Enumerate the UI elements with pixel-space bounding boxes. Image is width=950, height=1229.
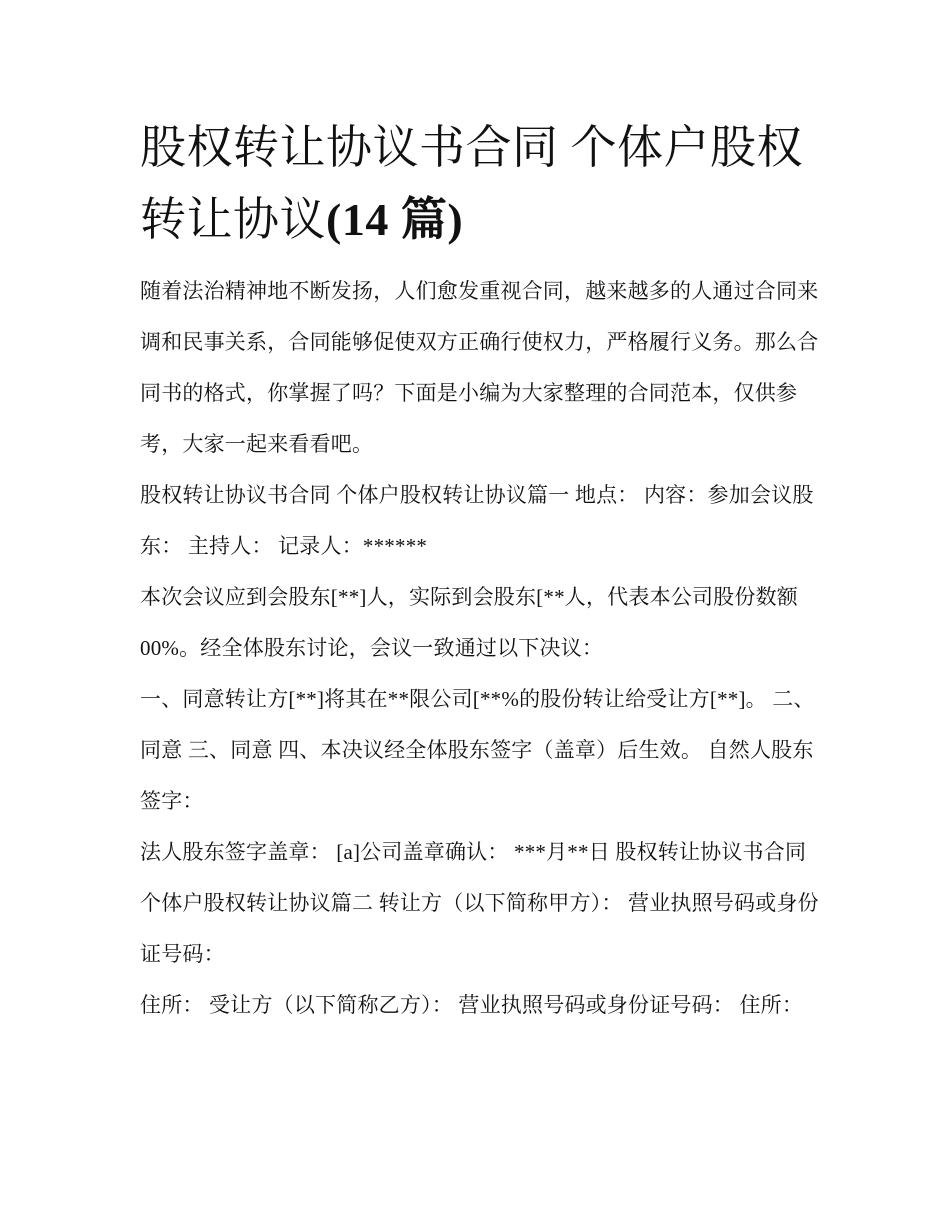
attendance-paragraph: 本次会议应到会股东[**]人，实际到会股东[**人，代表本公司股份数额 00%。经全体股东讨论，会议一致通过以下决议： [140, 585, 798, 660]
intro-paragraph: 随着法治精神地不断发扬，人们愈发重视合同，越来越多的人通过合同来调和民事关系，合同能够促使双方正确行使权力，严格履行义务。那么合同书的格式，你掌握了吗？下面是小编为大家整理的合同范本，仅供参考，大家一起来看看吧。 [140, 279, 819, 456]
parties-paragraph: 住所： 受让方（以下简称乙方）： 营业执照号码或身份证号码： 住所： [140, 993, 804, 1017]
meeting-info-paragraph: 股权转让协议书合同 个体户股权转让协议篇一 地点： 内容：参加会议股东： 主持人： 记录人：****** [140, 483, 814, 558]
document-page [140, 112, 830, 1031]
title-main: 股权转让协议书合同 个体户股权转让协议 [140, 122, 803, 245]
signature-paragraph: 法人股东签字盖章： [a]公司盖章确认： ***月**日 股权转让协议书合同 个体户股权转让协议篇二 转让方（以下简称甲方）： 营业执照号码或身份证号码： [140, 840, 819, 966]
resolution-paragraph: 一、同意转让方[**]将其在**限公司[**%的股份转让给受让方[**]。 二、同意 三、同意 四、本决议经全体股东签字（盖章）后生效。 自然人股东签字： [140, 687, 815, 813]
title-count: (14 篇) [326, 194, 464, 245]
document-title [140, 112, 830, 256]
